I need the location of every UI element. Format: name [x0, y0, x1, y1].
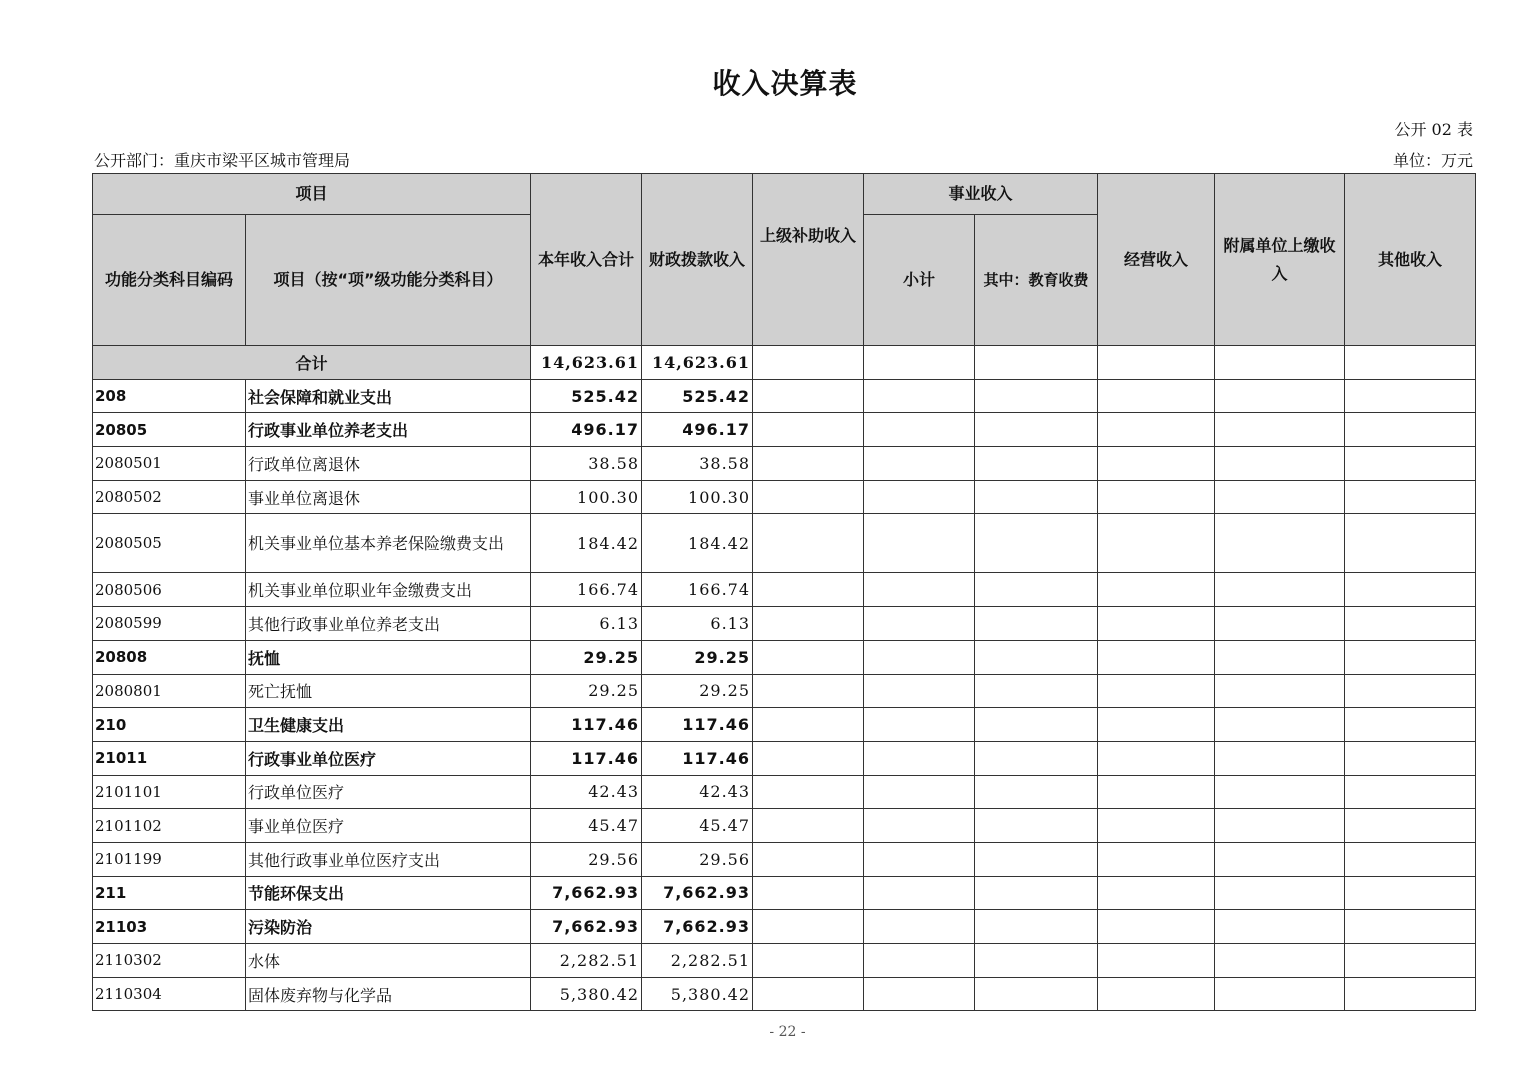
table-row — [93, 573, 1476, 607]
row-code: 2080502 — [93, 480, 246, 514]
header-name: 项目（按“项”级功能分类科目） — [246, 215, 531, 346]
header-total-income: 本年收入合计 — [531, 174, 642, 346]
total-row — [93, 346, 1476, 380]
row-total-income: 184.42 — [531, 514, 642, 573]
empty-cell — [864, 447, 975, 481]
empty-cell — [753, 775, 864, 809]
empty-cell — [753, 573, 864, 607]
row-fiscal: 29.25 — [642, 640, 753, 674]
row-name: 水体 — [246, 944, 531, 978]
empty-cell — [864, 775, 975, 809]
empty-cell — [1345, 741, 1476, 775]
header-operating: 经营收入 — [1098, 174, 1215, 346]
empty-cell — [1098, 944, 1215, 978]
empty-cell — [1215, 413, 1345, 447]
empty-cell — [1098, 809, 1215, 843]
department-label: 公开部门：重庆市梁平区城市管理局 — [94, 151, 351, 170]
row-total-income: 2,282.51 — [531, 944, 642, 978]
empty-cell — [753, 910, 864, 944]
page-number: - 22 - — [769, 1024, 806, 1040]
empty-cell — [975, 607, 1098, 641]
row-total-income: 29.25 — [531, 640, 642, 674]
empty-cell — [864, 573, 975, 607]
form-number: 公开 02 表 — [1394, 120, 1473, 139]
row-code: 2080599 — [93, 607, 246, 641]
empty-cell — [1345, 809, 1476, 843]
row-fiscal: 29.56 — [642, 842, 753, 876]
empty-cell — [753, 842, 864, 876]
row-name: 机关事业单位职业年金缴费支出 — [246, 573, 531, 607]
empty-cell — [1215, 910, 1345, 944]
empty-cell — [1098, 674, 1215, 708]
table-row — [93, 607, 1476, 641]
row-code: 211 — [93, 876, 246, 910]
total-fiscal-value: 14,623.61 — [642, 346, 753, 380]
empty-cell — [1345, 346, 1476, 380]
income-table — [92, 173, 1476, 1011]
empty-cell — [864, 413, 975, 447]
empty-cell — [1215, 480, 1345, 514]
row-fiscal: 166.74 — [642, 573, 753, 607]
row-name: 行政事业单位养老支出 — [246, 413, 531, 447]
table-row — [93, 775, 1476, 809]
header-education: 其中：教育收费 — [975, 215, 1098, 346]
row-code: 2080801 — [93, 674, 246, 708]
table-row — [93, 741, 1476, 775]
empty-cell — [1098, 573, 1215, 607]
table-row — [93, 842, 1476, 876]
empty-cell — [1215, 573, 1345, 607]
empty-cell — [864, 741, 975, 775]
row-total-income: 29.25 — [531, 674, 642, 708]
empty-cell — [1098, 910, 1215, 944]
empty-cell — [1098, 514, 1215, 573]
empty-cell — [1345, 480, 1476, 514]
empty-cell — [864, 514, 975, 573]
row-name: 行政单位医疗 — [246, 775, 531, 809]
empty-cell — [1215, 944, 1345, 978]
table-row — [93, 809, 1476, 843]
empty-cell — [1345, 379, 1476, 413]
empty-cell — [1215, 640, 1345, 674]
empty-cell — [753, 447, 864, 481]
row-name: 节能环保支出 — [246, 876, 531, 910]
table-row — [93, 447, 1476, 481]
row-fiscal: 117.46 — [642, 708, 753, 742]
empty-cell — [1215, 809, 1345, 843]
row-code: 2110302 — [93, 944, 246, 978]
empty-cell — [753, 977, 864, 1011]
empty-cell — [753, 876, 864, 910]
empty-cell — [975, 447, 1098, 481]
empty-cell — [1098, 977, 1215, 1011]
row-fiscal: 117.46 — [642, 741, 753, 775]
empty-cell — [975, 944, 1098, 978]
row-name: 事业单位医疗 — [246, 809, 531, 843]
row-code: 2101102 — [93, 809, 246, 843]
table-row — [93, 674, 1476, 708]
empty-cell — [864, 809, 975, 843]
empty-cell — [975, 346, 1098, 380]
row-code: 2080501 — [93, 447, 246, 481]
header-fiscal: 财政拨款收入 — [642, 174, 753, 346]
header-code: 功能分类科目编码 — [93, 215, 246, 346]
row-code: 21011 — [93, 741, 246, 775]
row-fiscal: 7,662.93 — [642, 876, 753, 910]
row-total-income: 45.47 — [531, 809, 642, 843]
table-row — [93, 480, 1476, 514]
empty-cell — [1215, 842, 1345, 876]
row-fiscal: 45.47 — [642, 809, 753, 843]
row-code: 2101199 — [93, 842, 246, 876]
empty-cell — [1345, 977, 1476, 1011]
empty-cell — [753, 607, 864, 641]
empty-cell — [1345, 573, 1476, 607]
row-code: 20808 — [93, 640, 246, 674]
empty-cell — [1098, 741, 1215, 775]
row-fiscal: 5,380.42 — [642, 977, 753, 1011]
empty-cell — [975, 640, 1098, 674]
row-total-income: 29.56 — [531, 842, 642, 876]
empty-cell — [753, 708, 864, 742]
empty-cell — [1215, 379, 1345, 413]
empty-cell — [864, 640, 975, 674]
row-total-income: 496.17 — [531, 413, 642, 447]
empty-cell — [1098, 842, 1215, 876]
empty-cell — [1098, 775, 1215, 809]
row-total-income: 7,662.93 — [531, 876, 642, 910]
row-fiscal: 7,662.93 — [642, 910, 753, 944]
table-row — [93, 910, 1476, 944]
empty-cell — [864, 944, 975, 978]
empty-cell — [753, 809, 864, 843]
table-row — [93, 708, 1476, 742]
row-name: 固体废弃物与化学品 — [246, 977, 531, 1011]
row-fiscal: 525.42 — [642, 379, 753, 413]
header-business: 事业收入 — [864, 174, 1098, 215]
row-fiscal: 100.30 — [642, 480, 753, 514]
empty-cell — [1098, 480, 1215, 514]
row-fiscal: 6.13 — [642, 607, 753, 641]
empty-cell — [753, 413, 864, 447]
total-income-value: 14,623.61 — [531, 346, 642, 380]
row-name: 死亡抚恤 — [246, 674, 531, 708]
row-total-income: 7,662.93 — [531, 910, 642, 944]
empty-cell — [1215, 741, 1345, 775]
empty-cell — [1215, 674, 1345, 708]
row-name: 社会保障和就业支出 — [246, 379, 531, 413]
row-code: 20805 — [93, 413, 246, 447]
row-fiscal: 29.25 — [642, 674, 753, 708]
empty-cell — [1345, 640, 1476, 674]
empty-cell — [864, 346, 975, 380]
row-code: 2080505 — [93, 514, 246, 573]
empty-cell — [1345, 910, 1476, 944]
empty-cell — [1345, 842, 1476, 876]
empty-cell — [1345, 447, 1476, 481]
row-name: 行政事业单位医疗 — [246, 741, 531, 775]
empty-cell — [864, 607, 975, 641]
empty-cell — [1098, 413, 1215, 447]
row-code: 2080506 — [93, 573, 246, 607]
row-name: 污染防治 — [246, 910, 531, 944]
empty-cell — [864, 977, 975, 1011]
empty-cell — [1098, 876, 1215, 910]
empty-cell — [975, 379, 1098, 413]
empty-cell — [975, 977, 1098, 1011]
total-label: 合计 — [93, 346, 531, 380]
empty-cell — [864, 480, 975, 514]
table-row — [93, 977, 1476, 1011]
empty-cell — [864, 708, 975, 742]
row-name: 其他行政事业单位医疗支出 — [246, 842, 531, 876]
empty-cell — [1345, 775, 1476, 809]
empty-cell — [753, 674, 864, 708]
header-project: 项目 — [93, 174, 531, 215]
empty-cell — [753, 346, 864, 380]
empty-cell — [864, 910, 975, 944]
row-code: 210 — [93, 708, 246, 742]
empty-cell — [975, 413, 1098, 447]
empty-cell — [1098, 708, 1215, 742]
empty-cell — [1098, 379, 1215, 413]
row-code: 208 — [93, 379, 246, 413]
page-title: 收入决算表 — [712, 67, 858, 100]
header-affiliated: 附属单位上缴收入 — [1215, 174, 1345, 346]
empty-cell — [1098, 447, 1215, 481]
row-total-income: 117.46 — [531, 708, 642, 742]
row-total-income: 525.42 — [531, 379, 642, 413]
empty-cell — [1345, 413, 1476, 447]
empty-cell — [1345, 607, 1476, 641]
empty-cell — [975, 708, 1098, 742]
table-row — [93, 944, 1476, 978]
empty-cell — [753, 379, 864, 413]
row-total-income: 42.43 — [531, 775, 642, 809]
row-name: 抚恤 — [246, 640, 531, 674]
empty-cell — [864, 674, 975, 708]
table-row — [93, 876, 1476, 910]
header-other: 其他收入 — [1345, 174, 1476, 346]
row-total-income: 166.74 — [531, 573, 642, 607]
empty-cell — [975, 842, 1098, 876]
row-name: 卫生健康支出 — [246, 708, 531, 742]
table-row — [93, 640, 1476, 674]
row-code: 2101101 — [93, 775, 246, 809]
empty-cell — [1215, 447, 1345, 481]
empty-cell — [1098, 346, 1215, 380]
empty-cell — [975, 876, 1098, 910]
row-fiscal: 496.17 — [642, 413, 753, 447]
header-subtotal: 小计 — [864, 215, 975, 346]
empty-cell — [1345, 944, 1476, 978]
row-name: 其他行政事业单位养老支出 — [246, 607, 531, 641]
empty-cell — [864, 379, 975, 413]
empty-cell — [753, 944, 864, 978]
empty-cell — [1215, 775, 1345, 809]
empty-cell — [753, 514, 864, 573]
row-total-income: 6.13 — [531, 607, 642, 641]
empty-cell — [975, 809, 1098, 843]
empty-cell — [975, 741, 1098, 775]
row-name: 事业单位离退休 — [246, 480, 531, 514]
empty-cell — [864, 876, 975, 910]
row-code: 21103 — [93, 910, 246, 944]
row-fiscal: 2,282.51 — [642, 944, 753, 978]
empty-cell — [975, 910, 1098, 944]
empty-cell — [975, 674, 1098, 708]
empty-cell — [1098, 607, 1215, 641]
empty-cell — [1098, 640, 1215, 674]
table-row — [93, 413, 1476, 447]
empty-cell — [753, 480, 864, 514]
empty-cell — [975, 573, 1098, 607]
row-name: 机关事业单位基本养老保险缴费支出 — [246, 514, 531, 573]
unit-label: 单位：万元 — [1392, 151, 1473, 170]
empty-cell — [753, 741, 864, 775]
empty-cell — [975, 480, 1098, 514]
empty-cell — [1215, 346, 1345, 380]
empty-cell — [864, 842, 975, 876]
empty-cell — [1215, 514, 1345, 573]
row-total-income: 38.58 — [531, 447, 642, 481]
empty-cell — [1345, 514, 1476, 573]
empty-cell — [975, 514, 1098, 573]
empty-cell — [1215, 708, 1345, 742]
empty-cell — [1215, 977, 1345, 1011]
row-total-income: 100.30 — [531, 480, 642, 514]
empty-cell — [753, 640, 864, 674]
row-total-income: 5,380.42 — [531, 977, 642, 1011]
empty-cell — [1345, 708, 1476, 742]
empty-cell — [1215, 607, 1345, 641]
empty-cell — [1345, 674, 1476, 708]
table-row — [93, 379, 1476, 413]
row-code: 2110304 — [93, 977, 246, 1011]
empty-cell — [1345, 876, 1476, 910]
row-fiscal: 42.43 — [642, 775, 753, 809]
empty-cell — [1215, 876, 1345, 910]
row-fiscal: 38.58 — [642, 447, 753, 481]
empty-cell — [975, 775, 1098, 809]
row-fiscal: 184.42 — [642, 514, 753, 573]
table-row — [93, 514, 1476, 573]
row-name: 行政单位离退休 — [246, 447, 531, 481]
row-total-income: 117.46 — [531, 741, 642, 775]
header-superior: 上级补助收入 — [753, 174, 864, 346]
